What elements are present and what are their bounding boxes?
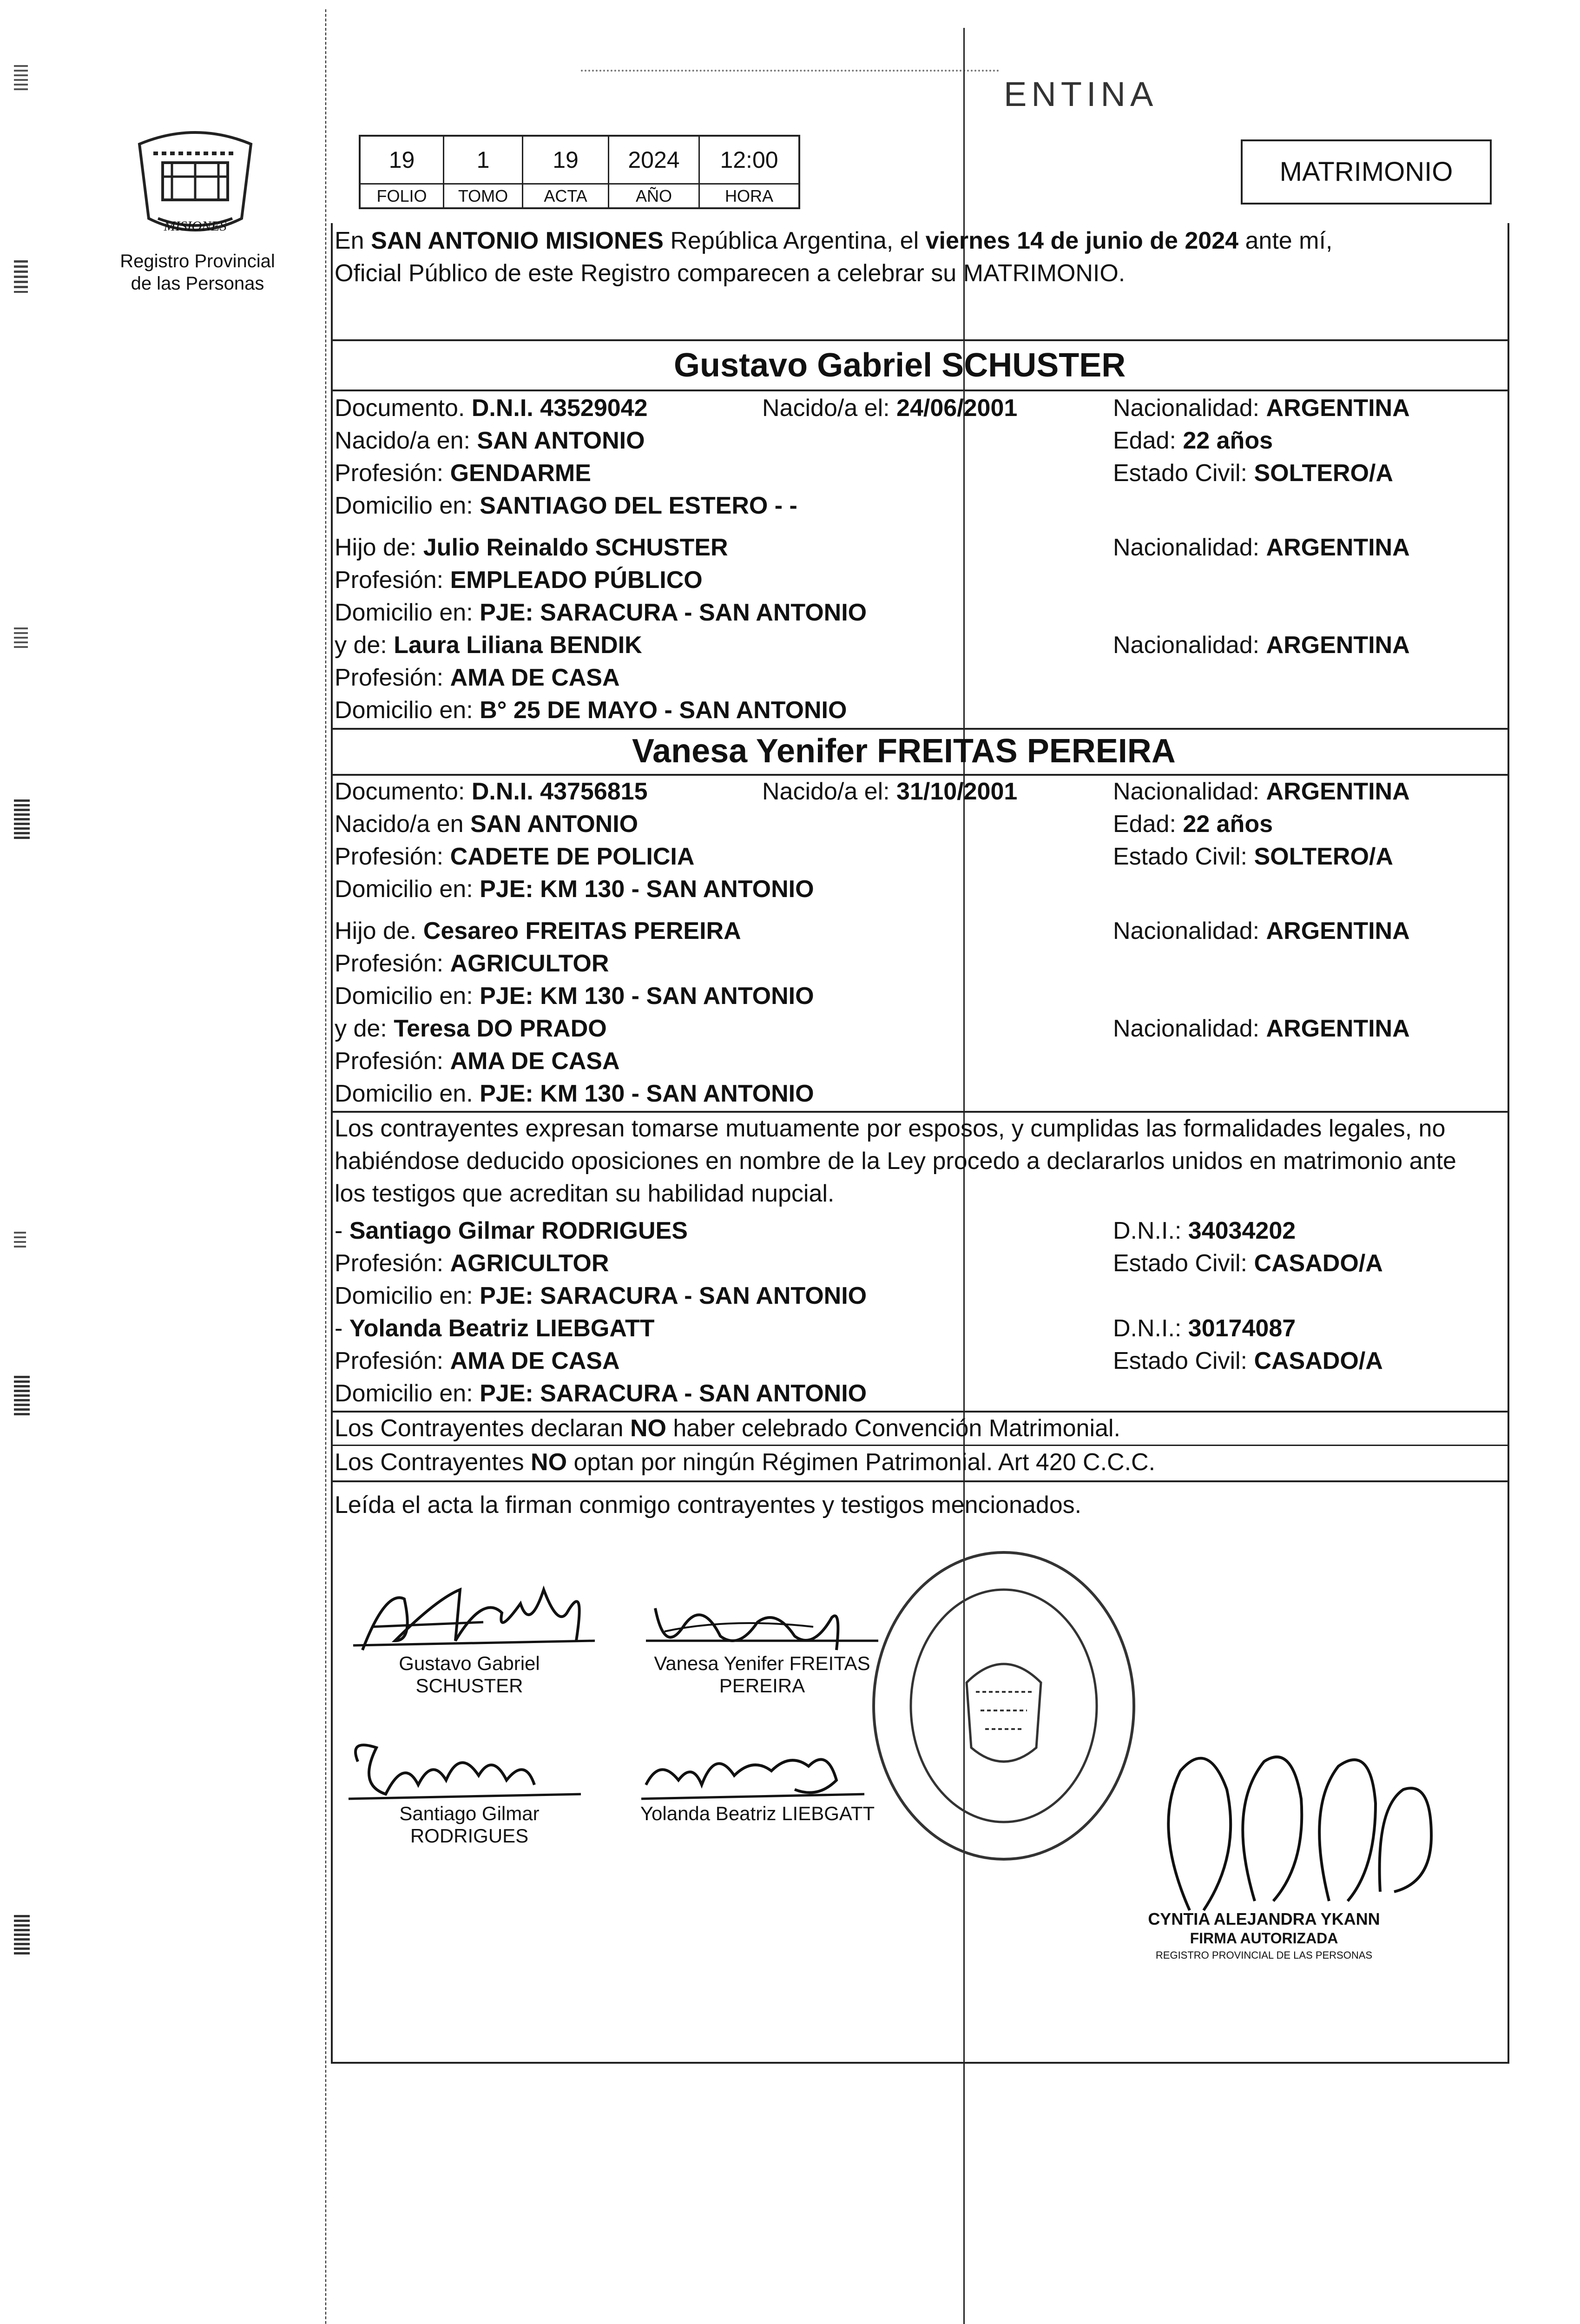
act-type: MATRIMONIO (1279, 157, 1453, 187)
official-name: CYNTIA ALEJANDRA YKANN (1148, 1909, 1380, 1928)
regime-line1: Los Contrayentes declaran NO haber celebrado Convención Matrimonial. (335, 1415, 1120, 1442)
witness2-profession: Profesión: AMA DE CASA (335, 1347, 620, 1374)
frame-right (1508, 223, 1509, 2064)
signature-witness1 (339, 1729, 599, 1813)
spouse2-father-prof: Profesión: AGRICULTOR (335, 950, 609, 977)
spouse1-born-in: Nacido/a en: SAN ANTONIO (335, 427, 645, 454)
spouse2-father-dom: Domicilio en: PJE: KM 130 - SAN ANTONIO (335, 983, 814, 1010)
scan-margin-marks (9, 56, 37, 2324)
folio-value: 19 (361, 137, 444, 183)
spouse1-father-dom: Domicilio en: PJE: SARACURA - SAN ANTONIO (335, 599, 867, 626)
spouse2-born-in: Nacido/a en SAN ANTONIO (335, 811, 639, 838)
spouse2-born-date: Nacido/a el: 31/10/2001 (762, 778, 1018, 805)
sig2-caption-line2: PEREIRA (719, 1675, 805, 1697)
sig3-caption-line1: Santiago Gilmar (399, 1802, 540, 1824)
signature-spouse1 (344, 1571, 604, 1664)
spouse2-age: Edad: 22 años (1113, 811, 1273, 838)
spouse1-father-nat: Nacionalidad: ARGENTINA (1113, 534, 1410, 561)
spouse1-mother-prof: Profesión: AMA DE CASA (335, 664, 620, 691)
spouse1-age: Edad: 22 años (1113, 427, 1273, 454)
logo-text: MISIONES (164, 218, 227, 234)
witness1-domicile: Domicilio en: PJE: SARACURA - SAN ANTONIO (335, 1282, 867, 1309)
witness1-civil: Estado Civil: CASADO/A (1113, 1250, 1383, 1277)
witness1-dni: D.N.I.: 34034202 (1113, 1217, 1296, 1244)
witness2-dni: D.N.I.: 30174087 (1113, 1315, 1296, 1342)
witness1-name: - Santiago Gilmar RODRIGUES (335, 1217, 688, 1244)
sig1-caption-line1: Gustavo Gabriel (399, 1652, 540, 1674)
registry-name-line2: de las Personas (131, 273, 264, 294)
registry-name-line1: Registro Provincial (120, 251, 275, 271)
spouse2-mother: y de: Teresa DO PRADO (335, 1015, 607, 1042)
spouse2-name: Vanesa Yenifer FREITAS PEREIRA (632, 733, 1176, 770)
rule-regime-mid (331, 1445, 1509, 1446)
rule-spouse1 (331, 390, 1509, 391)
spouse1-domicile: Domicilio en: SANTIAGO DEL ESTERO - - (335, 492, 797, 519)
tomo-value: 1 (444, 137, 523, 183)
spouse2-mother-prof: Profesión: AMA DE CASA (335, 1048, 620, 1075)
tomo-label: TOMO (444, 185, 523, 208)
regime-line2: Los Contrayentes NO optan por ningún Régimen Patrimonial. Art 420 C.C.C. (335, 1449, 1156, 1476)
closing-text: Leída el acta la firman conmigo contrayentes y testigos mencionados. (335, 1492, 1082, 1519)
signature-spouse2 (637, 1580, 897, 1664)
spouse1-doc: Documento. D.N.I. 43529042 (335, 395, 648, 422)
rule-before-declaration (331, 1111, 1509, 1113)
witness1-profession: Profesión: AGRICULTOR (335, 1250, 609, 1277)
spouse1-father-prof: Profesión: EMPLEADO PÚBLICO (335, 567, 703, 594)
official-office: REGISTRO PROVINCIAL DE LAS PERSONAS (1155, 1949, 1373, 1961)
declaration-line1: Los contrayentes expresan tomarse mutuamente por esposos, y cumplidas las formalidades legales, no (335, 1115, 1446, 1142)
frame-left (331, 223, 333, 2064)
intro-line1: En SAN ANTONIO MISIONES República Argentina, el viernes 14 de junio de 2024 ante mí, (335, 227, 1333, 254)
spouse1-nationality: Nacionalidad: ARGENTINA (1113, 395, 1410, 422)
spouse1-mother: y de: Laura Liliana BENDIK (335, 632, 642, 659)
official-seal (864, 1543, 1143, 1868)
anio-value: 2024 (609, 137, 700, 183)
rule-before-spouse2 (331, 728, 1509, 730)
folio-label: FOLIO (361, 185, 444, 208)
spouse1-mother-nat: Nacionalidad: ARGENTINA (1113, 632, 1410, 659)
witness2-domicile: Domicilio en: PJE: SARACURA - SAN ANTONIO (335, 1380, 867, 1407)
spouse2-profession: Profesión: CADETE DE POLICIA (335, 843, 695, 870)
spouse1-civil: Estado Civil: SOLTERO/A (1113, 460, 1393, 487)
sig2-caption-line1: Vanesa Yenifer FREITAS (654, 1652, 870, 1674)
official-title: FIRMA AUTORIZADA (1190, 1930, 1338, 1947)
sig1-caption-line2: SCHUSTER (415, 1675, 523, 1697)
header-fragment: ENTINA (1004, 75, 1158, 113)
act-type-box (1241, 139, 1492, 205)
rule-bottom (331, 2062, 1509, 2064)
intro-line2: Oficial Público de este Registro comparecen a celebrar su MATRIMONIO. (335, 260, 1126, 287)
signature-witness2 (632, 1729, 874, 1813)
rule-before-spouse1 (331, 339, 1509, 341)
registry-logo (125, 125, 265, 246)
spouse1-profession: Profesión: GENDARME (335, 460, 591, 487)
spouse2-civil: Estado Civil: SOLTERO/A (1113, 843, 1393, 870)
official-signature (1134, 1734, 1459, 1929)
hora-label: HORA (724, 186, 773, 205)
anio-label: AÑO (609, 185, 700, 208)
rule-before-regime (331, 1411, 1509, 1413)
rule-after-regime (331, 1480, 1509, 1482)
spouse2-mother-dom: Domicilio en. PJE: KM 130 - SAN ANTONIO (335, 1080, 814, 1107)
header-dots (581, 70, 999, 76)
sig3-caption-line2: RODRIGUES (410, 1825, 529, 1847)
left-rule (325, 9, 326, 2324)
declaration-line3: los testigos que acreditan su habilidad nupcial. (335, 1180, 835, 1207)
spouse2-domicile: Domicilio en: PJE: KM 130 - SAN ANTONIO (335, 876, 814, 903)
spouse1-name: Gustavo Gabriel SCHUSTER (674, 347, 1126, 384)
spouse2-nationality: Nacionalidad: ARGENTINA (1113, 778, 1410, 805)
spouse2-father: Hijo de. Cesareo FREITAS PEREIRA (335, 918, 741, 944)
acta-label: ACTA (523, 185, 609, 208)
spouse2-father-nat: Nacionalidad: ARGENTINA (1113, 918, 1410, 944)
declaration-line2: habiéndose deducido oposiciones en nombre de la Ley procedo a declararlos unidos en matrimonio ante (335, 1148, 1456, 1175)
spouse2-doc: Documento: D.N.I. 43756815 (335, 778, 648, 805)
witness2-civil: Estado Civil: CASADO/A (1113, 1347, 1383, 1374)
witness2-name: - Yolanda Beatriz LIEBGATT (335, 1315, 655, 1342)
spouse1-born-date: Nacido/a el: 24/06/2001 (762, 395, 1018, 422)
acta-value: 19 (523, 137, 609, 183)
record-id-table (359, 135, 800, 209)
spouse1-father: Hijo de: Julio Reinaldo SCHUSTER (335, 534, 728, 561)
spouse1-mother-dom: Domicilio en: B° 25 DE MAYO - SAN ANTONIO (335, 697, 847, 724)
sig4-caption: Yolanda Beatriz LIEBGATT (640, 1802, 875, 1824)
rule-spouse2 (331, 774, 1509, 776)
hora-value: 12:00 (720, 147, 778, 173)
spouse2-mother-nat: Nacionalidad: ARGENTINA (1113, 1015, 1410, 1042)
